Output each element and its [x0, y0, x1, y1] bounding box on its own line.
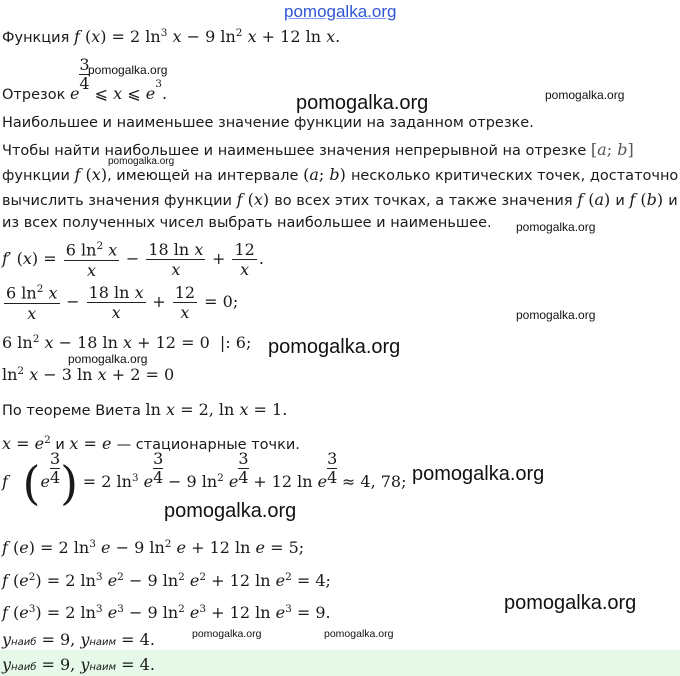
watermark: pomogalka.org [516, 308, 596, 322]
value-at-left-endpoint: f (e $\frac{3}{4}$ ) = 2 $\ln^3 e$ $\frac{3}{4}$ − 9 $\ln^2 e$ $\frac{3}{4}$ + 12 ln e $\frac{3}{4}$ ≈ 4, 78; [2, 449, 407, 510]
watermark: pomogalka.org [545, 88, 625, 102]
equation-step-2: $\ln^2 x - 3$ ln x + 2 = 0 [2, 365, 175, 384]
value-at-e: f (e) = 2 $\ln^3 e - 9$ $\ln^2 e + 12$ ln e = 5; [2, 538, 305, 557]
equation-step-1: 6 $\ln^2 x - 18$ ln x + 12 = 0 |: 6; [2, 333, 252, 352]
vieta-line: По теореме Виета ln x = 2, ln x = 1. [2, 400, 288, 419]
watermark: pomogalka.org [68, 352, 148, 366]
task-text: Наибольшее и наименьшее значение функции на заданном отрезке. [2, 115, 534, 131]
watermark: pomogalka.org [164, 500, 297, 522]
watermark: pomogalka.org [192, 628, 262, 640]
segment-label: Отрезок [2, 87, 66, 103]
segment-line: Отрезок e $\frac{3}{4}$ ⩽ x ⩽ $e_3$. [2, 55, 168, 103]
watermark: pomogalka.org [516, 220, 596, 234]
watermark: pomogalka.org [324, 628, 394, 640]
function-line: Функция f (x) = 2 $\ln^3 x - 9$ $\ln^2 x + 12$ ln x. [2, 27, 341, 46]
method-line-2: функции f (x), имеющей на интервале (a; b) несколько критических точек, достаточно [2, 165, 679, 184]
value-at-e-squared: f $(e^2) = 2$ $\ln^3 e^2 - 9$ $\ln^2 e^2 + 12$ $\ln e^2 = 4$; [2, 571, 331, 590]
watermark: pomogalka.org [88, 63, 168, 77]
site-brand-link[interactable]: pomogalka.org [284, 2, 397, 21]
method-line-1: Чтобы найти наибольшее и наименьшее значения непрерывной на отрезке [a; b] [2, 140, 634, 159]
answer-line-highlighted: yнаиб = 9, yнаим = 4. [2, 655, 155, 674]
function-label: Функция [2, 30, 70, 46]
watermark: pomogalka.org [108, 156, 175, 167]
watermark: pomogalka.org [504, 592, 637, 614]
stationary-points-line: $x = e^2$ и x = e — стационарные точки. [2, 434, 300, 453]
method-line-3: вычислить значения функции f (x) во всех этих точках, а также значения f (a) и f (b) и [2, 190, 678, 209]
watermark: pomogalka.org [412, 463, 545, 485]
watermark: pomogalka.org [268, 336, 401, 358]
derivative-zero-equation: $\frac{6 \ln^2 x}{x}$ − $\frac{\text{18 ln x}}{x}$ + $\frac{12}{x}$ = 0; [6, 283, 239, 323]
value-at-e-cubed: f $(e^3) = 2$ $\ln^3 e^3 - 9$ $\ln^2 e^3 + 12$ $\ln e^3 = 9$. [2, 603, 331, 622]
method-line-4: из всех полученных чисел выбрать наибольшее и наименьшее. [2, 215, 492, 231]
derivative-formula: f′ (x) = $\frac{6 \ln^2 x}{x}$ − $\frac{\text{18 ln x}}{x}$ + $\frac{12}{x}$ . [2, 240, 264, 280]
answer-line: yнаиб = 9, yнаим = 4. [2, 630, 155, 649]
watermark: pomogalka.org [296, 92, 429, 114]
